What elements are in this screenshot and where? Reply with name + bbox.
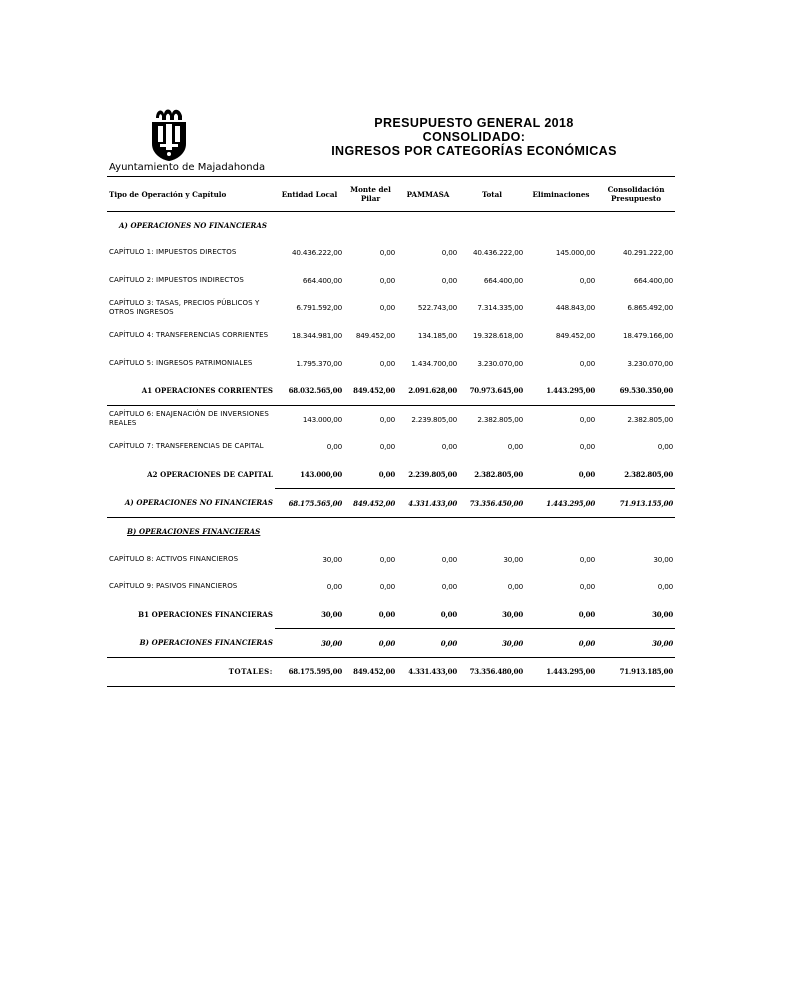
- cell-value: 2.239.805,00: [408, 470, 457, 480]
- column-header: Total: [459, 177, 525, 212]
- row-label: [107, 433, 275, 461]
- row-label-text: CAPÍTULO 5: INGRESOS PATRIMONIALES: [109, 358, 253, 367]
- column-header: Tipo de Operación y Capítulo: [107, 177, 275, 212]
- row-label: [107, 629, 275, 658]
- cell-value: 2.239.805,00: [411, 414, 457, 424]
- title-line-1: PRESUPUESTO GENERAL 2018: [374, 116, 574, 130]
- row-label-text: CAPÍTULO 8: ACTIVOS FINANCIEROS: [109, 554, 239, 563]
- row-label: [107, 573, 275, 601]
- table-row: [107, 657, 675, 686]
- cell-value: 0,00: [579, 442, 595, 452]
- row-label-text: B1 OPERACIONES FINANCIERAS: [138, 610, 273, 620]
- row-label: [107, 267, 275, 295]
- cell-value: 70.973.645,00: [459, 377, 525, 405]
- row-label-text: CAPÍTULO 4: TRANSFERENCIAS CORRIENTES: [109, 331, 269, 340]
- row-label: [107, 546, 275, 574]
- row-label-text: B) OPERACIONES FINANCIERAS: [127, 527, 261, 537]
- cell-value: 30,00: [322, 554, 342, 564]
- cell-value: 0,00: [441, 248, 457, 258]
- cell-value: 2.382.805,00: [474, 470, 523, 480]
- cell-value: 2.091.628,00: [397, 377, 459, 405]
- organization-name: Ayuntamiento de Majadahonda: [109, 162, 266, 173]
- cell-value: 30,00: [652, 610, 673, 620]
- cell-value: 6.791.592,00: [296, 303, 342, 313]
- cell-value: 664.400,00: [302, 275, 342, 285]
- row-label: [107, 517, 675, 545]
- table-row: [107, 212, 675, 240]
- table-row: [107, 349, 675, 377]
- cell-value: 2.382.805,00: [624, 470, 673, 480]
- cell-value: 4.331.433,00: [397, 489, 459, 518]
- row-label: [107, 377, 275, 405]
- cell-value: 664.400,00: [633, 275, 673, 285]
- row-label: [107, 212, 675, 240]
- cell-value: 0,00: [344, 629, 397, 658]
- cell-value: 849.452,00: [355, 331, 395, 341]
- table-row: [107, 377, 675, 405]
- cell-value: 0,00: [379, 442, 395, 452]
- row-label-text: A1 OPERACIONES CORRIENTES: [141, 386, 273, 396]
- cell-value: 0,00: [379, 275, 395, 285]
- table-row: [107, 573, 675, 601]
- table-header-row: [107, 177, 675, 212]
- cell-value: 6.865.492,00: [627, 303, 673, 313]
- cell-value: 30,00: [502, 610, 523, 620]
- cell-value: 0,00: [507, 442, 523, 452]
- row-label: [107, 461, 275, 489]
- cell-value: 0,00: [578, 610, 595, 620]
- cell-value: 0,00: [525, 629, 597, 658]
- cell-value: 0,00: [579, 358, 595, 368]
- cell-value: 849.452,00: [344, 489, 397, 518]
- cell-value: 0,00: [579, 275, 595, 285]
- cell-value: 1.443.295,00: [525, 657, 597, 686]
- table-row: [107, 433, 675, 461]
- cell-value: 3.230.070,00: [627, 358, 673, 368]
- cell-value: 1.434.700,00: [411, 358, 457, 368]
- row-label-text: CAPÍTULO 2: IMPUESTOS INDIRECTOS: [109, 275, 244, 284]
- title-line-2: CONSOLIDADO:: [422, 130, 526, 144]
- cell-value: 0,00: [378, 470, 395, 480]
- table-row: [107, 267, 675, 295]
- row-label: [107, 601, 275, 629]
- cell-value: 0,00: [579, 414, 595, 424]
- row-label: [107, 349, 275, 377]
- row-label: [107, 239, 275, 267]
- cell-value: 1.443.295,00: [525, 377, 597, 405]
- table-row: [107, 461, 675, 489]
- table-row: [107, 489, 675, 518]
- cell-value: 0,00: [578, 470, 595, 480]
- cell-value: 0,00: [326, 582, 342, 592]
- column-header: Monte del Pilar: [344, 177, 397, 212]
- column-header: Entidad Local: [275, 177, 344, 212]
- row-label: [107, 294, 275, 322]
- row-label-text: A) OPERACIONES NO FINANCIERAS: [119, 221, 268, 230]
- table-row: [107, 294, 675, 322]
- majadahonda-coat-of-arms-icon: [150, 104, 188, 162]
- table-row: [107, 239, 675, 267]
- cell-value: 73.356.450,00: [459, 489, 525, 518]
- cell-value: 522.743,00: [417, 303, 457, 313]
- row-label-text: B) OPERACIONES FINANCIERAS: [139, 638, 273, 648]
- cell-value: 0,00: [379, 248, 395, 258]
- cell-value: 0,00: [441, 554, 457, 564]
- row-label-text: A2 OPERACIONES DE CAPITAL: [147, 470, 273, 480]
- cell-value: 0,00: [657, 582, 673, 592]
- cell-value: 68.175.595,00: [275, 657, 344, 686]
- cell-value: 0,00: [657, 442, 673, 452]
- cell-value: 1.795.370,00: [296, 358, 342, 368]
- cell-value: 7.314.335,00: [477, 303, 523, 313]
- cell-value: 134.185,00: [417, 331, 457, 341]
- cell-value: 0,00: [579, 554, 595, 564]
- row-label: [107, 405, 275, 433]
- cell-value: 143.000,00: [300, 470, 342, 480]
- cell-value: 0,00: [378, 610, 395, 620]
- cell-value: 0,00: [441, 275, 457, 285]
- cell-value: 2.382.805,00: [477, 414, 523, 424]
- cell-value: 30,00: [653, 554, 673, 564]
- cell-value: 145.000,00: [555, 248, 595, 258]
- cell-value: 0,00: [579, 582, 595, 592]
- cell-value: 0,00: [379, 554, 395, 564]
- cell-value: 69.530.350,00: [597, 377, 675, 405]
- row-label: [107, 322, 275, 350]
- cell-value: 68.032.565,00: [275, 377, 344, 405]
- cell-value: 0,00: [379, 303, 395, 313]
- cell-value: 448.843,00: [555, 303, 595, 313]
- row-label-text: CAPÍTULO 3: TASAS, PRECIOS PÚBLICOS Y OTROS INGRESOS: [109, 298, 260, 316]
- cell-value: 4.331.433,00: [397, 657, 459, 686]
- cell-value: 40.291.222,00: [623, 248, 673, 258]
- cell-value: 0,00: [441, 582, 457, 592]
- cell-value: 2.382.805,00: [627, 414, 673, 424]
- row-label-text: CAPÍTULO 9: PASIVOS FINANCIEROS: [109, 582, 238, 591]
- table-row: [107, 322, 675, 350]
- cell-value: 30,00: [597, 629, 675, 658]
- row-label-text: A) OPERACIONES NO FINANCIERAS: [124, 498, 273, 508]
- table-row: [107, 629, 675, 658]
- table-row: [107, 601, 675, 629]
- cell-value: 71.913.185,00: [597, 657, 675, 686]
- row-label-text: CAPÍTULO 1: IMPUESTOS DIRECTOS: [109, 248, 237, 257]
- cell-value: 73.356.480,00: [459, 657, 525, 686]
- document-title: [300, 116, 648, 158]
- cell-value: 664.400,00: [483, 275, 523, 285]
- row-label: [107, 489, 275, 518]
- row-label: [107, 657, 275, 686]
- cell-value: 0,00: [379, 358, 395, 368]
- cell-value: 19.328.618,00: [473, 331, 523, 341]
- cell-value: 849.452,00: [555, 331, 595, 341]
- column-header: PAMMASA: [397, 177, 459, 212]
- table-row: [107, 517, 675, 545]
- cell-value: 0,00: [397, 629, 459, 658]
- row-label-text: CAPÍTULO 6: ENAJENACIÓN DE INVERSIONES REALES: [109, 410, 269, 428]
- budget-table: [107, 176, 675, 687]
- table-row: [107, 405, 675, 433]
- cell-value: 18.344.981,00: [292, 331, 342, 341]
- cell-value: 0,00: [379, 414, 395, 424]
- cell-value: 143.000,00: [302, 414, 342, 424]
- row-label-text: TOTALES:: [228, 667, 273, 677]
- title-line-3: INGRESOS POR CATEGORÍAS ECONÓMICAS: [331, 144, 617, 158]
- cell-value: 0,00: [326, 442, 342, 452]
- cell-value: 18.479.166,00: [623, 331, 673, 341]
- cell-value: 30,00: [503, 554, 523, 564]
- cell-value: 849.452,00: [344, 377, 397, 405]
- column-header: Eliminaciones: [525, 177, 597, 212]
- cell-value: 0,00: [507, 582, 523, 592]
- cell-value: 0,00: [441, 442, 457, 452]
- cell-value: 40.436.222,00: [473, 248, 523, 258]
- cell-value: 68.175.565,00: [275, 489, 344, 518]
- cell-value: 0,00: [440, 610, 457, 620]
- cell-value: 40.436.222,00: [292, 248, 342, 258]
- table-row: [107, 546, 675, 574]
- column-header: Consolidación Presupuesto: [597, 177, 675, 212]
- cell-value: 30,00: [275, 629, 344, 658]
- row-label-text: CAPÍTULO 7: TRANSFERENCIAS DE CAPITAL: [109, 442, 264, 451]
- cell-value: 849.452,00: [344, 657, 397, 686]
- cell-value: 71.913.155,00: [597, 489, 675, 518]
- cell-value: 30,00: [321, 610, 342, 620]
- cell-value: 30,00: [459, 629, 525, 658]
- cell-value: 3.230.070,00: [477, 358, 523, 368]
- cell-value: 1.443.295,00: [525, 489, 597, 518]
- cell-value: 0,00: [379, 582, 395, 592]
